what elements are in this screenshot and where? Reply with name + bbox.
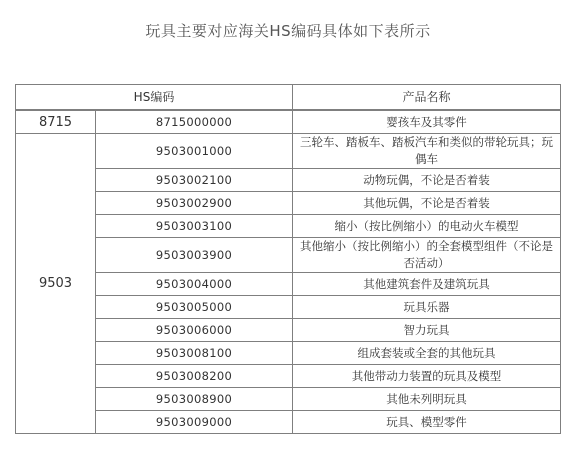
table-row [16, 134, 561, 169]
hs-code-cell: 9503002100 [96, 169, 293, 192]
table-row [16, 192, 561, 215]
hs-code-cell: 9503008100 [96, 342, 293, 365]
table-row [16, 215, 561, 238]
table-row [16, 411, 561, 434]
hs-code-cell: 9503001000 [96, 134, 293, 169]
header-product-name: 产品名称 [293, 85, 561, 111]
table-row [16, 238, 561, 273]
hs-code-cell: 9503003900 [96, 238, 293, 273]
page-title: 玩具主要对应海关HS编码具体如下表所示 [145, 22, 431, 40]
product-name-cell: 其他带动力装置的玩具及模型 [293, 365, 561, 388]
hs-code-cell: 8715000000 [96, 110, 293, 134]
product-name-cell: 婴孩车及其零件 [293, 110, 561, 134]
product-name-cell: 玩具、模型零件 [293, 411, 561, 434]
hs-code-cell: 9503004000 [96, 273, 293, 296]
hs-code-cell: 9503005000 [96, 296, 293, 319]
hs-code-cell: 9503003100 [96, 215, 293, 238]
hs-code-cell: 9503006000 [96, 319, 293, 342]
table-row [16, 273, 561, 296]
product-name-cell: 智力玩具 [293, 319, 561, 342]
table-row [16, 365, 561, 388]
table-row [16, 110, 561, 134]
table-row [16, 296, 561, 319]
product-name-cell: 缩小（按比例缩小）的电动火车模型 [293, 215, 561, 238]
hs-code-cell: 9503009000 [96, 411, 293, 434]
hs-code-cell: 9503008200 [96, 365, 293, 388]
product-name-cell: 其他建筑套件及建筑玩具 [293, 273, 561, 296]
hs-code-cell: 9503008900 [96, 388, 293, 411]
product-name-cell: 玩具乐器 [293, 296, 561, 319]
product-name-cell: 其他未列明玩具 [293, 388, 561, 411]
header-hs-code: HS编码 [16, 85, 293, 111]
table-row [16, 342, 561, 365]
product-name-cell: 组成套装或全套的其他玩具 [293, 342, 561, 365]
product-name-cell: 其他缩小（按比例缩小）的全套模型组件（不论是否活动） [293, 238, 561, 273]
chapter-code-8715: 8715 [16, 110, 96, 134]
product-name-cell: 动物玩偶，不论是否着装 [293, 169, 561, 192]
product-name-cell: 其他玩偶，不论是否着装 [293, 192, 561, 215]
hs-code-cell: 9503002900 [96, 192, 293, 215]
table-row [16, 319, 561, 342]
table-row [16, 388, 561, 411]
chapter-code-9503: 9503 [16, 134, 96, 434]
table-row [16, 169, 561, 192]
table-header-row [16, 85, 561, 111]
product-name-cell: 三轮车、踏板车、踏板汽车和类似的带轮玩具；玩偶车 [293, 134, 561, 169]
hs-code-table [15, 84, 561, 434]
